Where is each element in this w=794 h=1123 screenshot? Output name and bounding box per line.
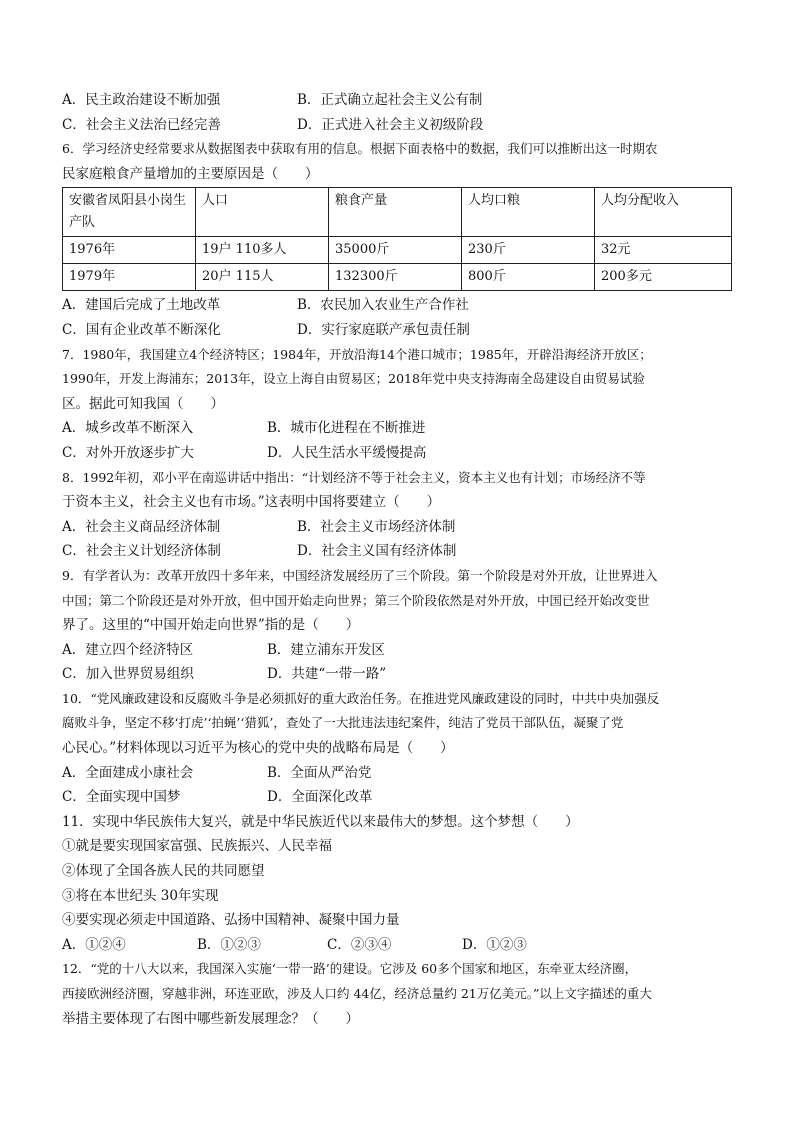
q11-item-2: ②体现了全国各族人民的共同愿望 (62, 863, 265, 880)
q6-option-c: C．国有企业改革不断深化 (62, 321, 221, 338)
table-cell: 132300斤 (329, 264, 462, 291)
q11-item-1: ①就是要实现国家富强、民族振兴、人民幸福 (62, 838, 332, 855)
table-header-cell: 人均分配收入 (595, 188, 732, 237)
q12-stem-line-2: 西接欧洲经济圈，穿越非洲，环连亚欧，涉及人口约 44亿，经济总量约 21万亿美元。”以上文字描述的重大 (62, 986, 652, 1001)
q7-options-row-2 (62, 441, 734, 466)
q9-stem-line-1: 9．有学者认为：改革开放四十多年来，中国经济发展经历了三个阶段。第一个阶段是对外开放，让世界进入 (62, 567, 658, 583)
table-cell: 32元 (595, 237, 732, 264)
q8-option-c: C．社会主义计划经济体制 (62, 543, 221, 560)
q6-options-row-2 (62, 318, 734, 343)
q11-option-b: B．①②③ (197, 936, 261, 953)
q5-option-b: B．正式确立起社会主义公有制 (297, 92, 483, 108)
table-header-row (63, 188, 732, 237)
table-header-cell: 人口 (196, 188, 329, 237)
q7-option-c: C．对外开放逐步扩大 (62, 444, 194, 461)
q7-stem-line-1: 7．1980年，我国建立4个经济特区；1984年，开放沿海14个港口城市；1985年，开辟沿海经济开放区； (62, 346, 652, 362)
q5-options-row-2 (62, 113, 734, 138)
q9-options-row-2 (62, 662, 734, 687)
table-header-cell: 粮食产量 (329, 188, 462, 237)
exam-page (62, 88, 734, 1031)
q8-stem-line-1: 8．1992年初，邓小平在南巡讲话中指出：“计划经济不等于社会主义，资本主义也有计划；市场经济不等 (62, 469, 646, 485)
table-row (63, 237, 732, 264)
q7-stem-line-3: 区。据此可知我国（ ） (62, 395, 224, 412)
q11-option-a: A．①②④ (62, 936, 126, 953)
table-cell: 19户 110多人 (196, 237, 329, 264)
q9-options-row-1 (62, 638, 734, 663)
q6-stem-line-2: 民家庭粮食产量增加的主要原因是（ ） (62, 165, 319, 182)
q9-option-c: C．加入世界贸易组织 (62, 666, 194, 683)
q5-option-a: A．民主政治建设不断加强 (62, 92, 221, 108)
q10-stem-line-1: 10．“党风廉政建设和反腐败斗争是必须抓好的重大政治任务。在推进党风廉政建设的同时，中共中央加强反 (62, 690, 660, 706)
table-header-cell: 人均口粮 (462, 188, 595, 237)
table-cell: 1976年 (63, 237, 196, 264)
q8-option-a: A．社会主义商品经济体制 (62, 518, 221, 535)
q10-option-b: B．全面从严治党 (267, 764, 372, 781)
table-cell: 20户 115人 (196, 264, 329, 291)
q7-options-row-1 (62, 416, 734, 441)
q8-option-d: D．社会主义国有经济体制 (297, 543, 457, 560)
q11-option-c: C．②③④ (327, 936, 392, 953)
q6-option-a: A．建国后完成了土地改革 (62, 297, 221, 314)
q9-stem-line-3: 界了。这里的“中国开始走向世界”指的是（ ） (62, 617, 360, 634)
q7-option-b: B．城市化进程在不断推进 (267, 420, 426, 437)
q11-option-d: D．①②③ (462, 936, 527, 953)
q10-stem-line-3: 心民心。”材料体现以习近平为核心的党中央的战略布局是（ ） (62, 740, 454, 757)
table-cell: 200多元 (595, 264, 732, 291)
q11-stem: 11．实现中华民族伟大复兴，就是中华民族近代以来最伟大的梦想。这个梦想（ ） (62, 813, 579, 830)
q11-item-3: ③将在本世纪头 30年实现 (62, 887, 219, 904)
q5-option-d: D．正式进入社会主义初级阶段 (297, 116, 484, 133)
table-cell: 35000斤 (329, 237, 462, 264)
q6-stem-line-1: 6．学习经济史经常要求从数据图表中获取有用的信息。根据下面表格中的数据，我们可以推断出这一时期农 (62, 141, 658, 157)
q6-options-row-1 (62, 293, 734, 318)
table-cell: 230斤 (462, 237, 595, 264)
q11-options-row (62, 933, 734, 958)
q5-option-c: C．社会主义法治已经完善 (62, 116, 221, 133)
q12-stem-line-1: 12．“党的十八大以来，我国深入实施‘一带一路’的建设。它涉及 60多个国家和地区，东牵亚太经济圈， (62, 961, 638, 977)
q10-option-d: D．全面深化改革 (267, 789, 373, 806)
q6-option-d: D．实行家庭联产承包责任制 (297, 321, 470, 338)
q8-option-b: B．社会主义市场经济体制 (297, 518, 456, 535)
q8-stem-line-2: 于资本主义，社会主义也有市场。”这表明中国将要建立（ ） (62, 494, 441, 511)
q10-stem-line-2: 腐败斗争，坚定不移‘打虎’‘拍蝇’‘猎狐’，查处了一大批违法违纪案件，纯洁了党员干部队伍，凝聚了党 (62, 715, 624, 731)
q10-options-row-1 (62, 761, 734, 786)
q9-option-b: B．建立浦东开发区 (267, 641, 385, 658)
q9-option-d: D．共建“一带一路” (267, 666, 387, 683)
table-row (63, 264, 732, 291)
q6-data-table (62, 187, 732, 291)
q7-option-d: D．人民生活水平缓慢提高 (267, 444, 427, 461)
table-cell: 800斤 (462, 264, 595, 291)
q8-options-row-2 (62, 539, 734, 564)
q7-stem-line-2: 1990年，开发上海浦东；2013年，设立上海自由贸易区；2018年党中央支持海南全岛建设自由贸易试验 (62, 371, 645, 387)
q9-option-a: A．建立四个经济特区 (62, 641, 194, 658)
q10-option-a: A．全面建成小康社会 (62, 764, 194, 781)
q7-option-a: A．城乡改革不断深入 (62, 420, 194, 437)
q6-option-b: B．农民加入农业生产合作社 (297, 297, 469, 314)
table-header-cell: 安徽省凤阳县小岗生产队 (63, 188, 196, 237)
q9-stem-line-2: 中国；第二个阶段还是对外开放，但中国开始走向世界；第三个阶段依然是对外开放，中国已经开始改变世 (62, 592, 650, 608)
q5-options-row-1 (62, 88, 734, 113)
q10-options-row-2 (62, 785, 734, 810)
q8-options-row-1 (62, 515, 734, 540)
q12-stem-line-3: 举措主要体现了右图中哪些新发展理念？（ ） (62, 1010, 359, 1027)
q10-option-c: C．全面实现中国梦 (62, 789, 181, 806)
table-cell: 1979年 (63, 264, 196, 291)
q11-item-4: ④要实现必须走中国道路、弘扬中国精神、凝聚中国力量 (62, 912, 400, 929)
